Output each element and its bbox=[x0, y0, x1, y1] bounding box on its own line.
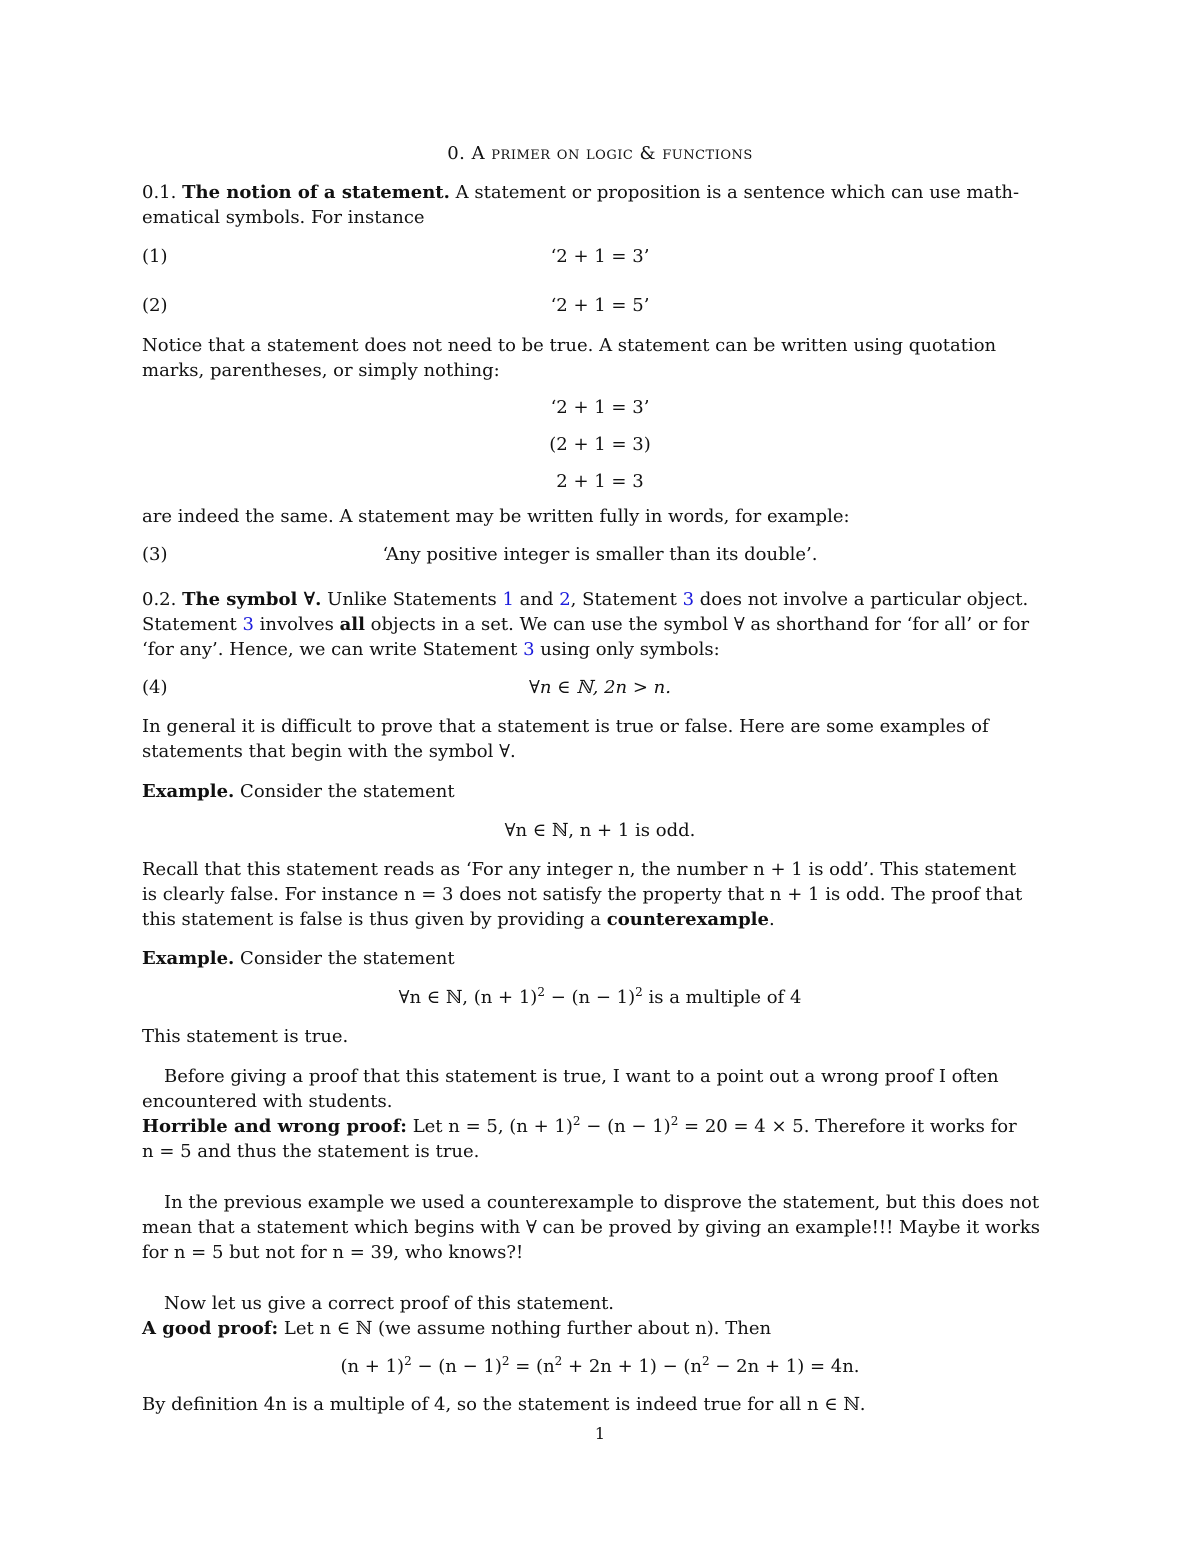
counterexample-term: counterexample bbox=[606, 909, 769, 930]
math-run: (n + 1) bbox=[340, 1356, 405, 1377]
superscript: 2 bbox=[554, 1354, 563, 1368]
section-0-2-line-2 bbox=[142, 612, 1058, 637]
math-run: − (n − 1) bbox=[544, 987, 636, 1008]
text-run: Statement bbox=[142, 614, 237, 635]
section-number: 0.1. bbox=[142, 182, 177, 203]
section-0-2-line-1 bbox=[142, 587, 1058, 612]
equation-2 bbox=[142, 293, 1058, 318]
equation-expression: ‘2 + 1 = 5’ bbox=[550, 295, 650, 316]
text-run: objects in a set. We can use the symbol ∀ as shorthand for ‘for all’ or for bbox=[370, 614, 1030, 635]
text-run: does not involve a particular object. bbox=[699, 589, 1029, 610]
example-label: Example. bbox=[142, 781, 235, 802]
text-run: . bbox=[768, 909, 775, 930]
text-run: Unlike Statements bbox=[327, 589, 497, 610]
intro-line-2: ematical symbols. For instance bbox=[142, 207, 425, 228]
statement-ref-link[interactable]: 2 bbox=[559, 589, 571, 610]
previous-line-2: mean that a statement which begins with ∀ can be proved by giving an example!!! Maybe it works bbox=[142, 1217, 1040, 1238]
text-run: Consider the statement bbox=[240, 781, 455, 802]
text-run: , Statement bbox=[570, 589, 677, 610]
superscript: 2 bbox=[670, 1114, 679, 1128]
horrible-proof-line-1 bbox=[142, 1114, 1058, 1139]
example-1-line-3 bbox=[142, 907, 1058, 932]
now-line: Now let us give a correct proof of this statement. bbox=[164, 1293, 615, 1314]
section-0-1-intro bbox=[142, 180, 1058, 205]
display-plain: 2 + 1 = 3 bbox=[556, 471, 644, 492]
horrible-proof-label: Horrible and wrong proof: bbox=[142, 1116, 407, 1137]
general-line-2: statements that begin with the symbol ∀. bbox=[142, 741, 516, 762]
math-run: = (n bbox=[509, 1356, 555, 1377]
text-run: ‘for any’. Hence, we can write Statement bbox=[142, 639, 518, 660]
equation-number: (2) bbox=[142, 295, 168, 316]
section-0-1 bbox=[142, 180, 1058, 567]
page-title: 0. A primer on logic & functions bbox=[447, 143, 753, 164]
text-run: Let n ∈ ℕ (we assume nothing further about n). Then bbox=[283, 1318, 772, 1339]
previous-line-3: for n = 5 but not for n = 39, who knows?! bbox=[142, 1242, 524, 1263]
superscript: 2 bbox=[501, 1354, 510, 1368]
text-run: involves bbox=[259, 614, 334, 635]
example-label: Example. bbox=[142, 948, 235, 969]
example-1-line-2: is clearly false. For instance n = 3 does not satisfy the property that n + 1 is odd. The proof that bbox=[142, 884, 1023, 905]
equation-number: (4) bbox=[142, 677, 168, 698]
section-heading: The notion of a statement. bbox=[182, 182, 450, 203]
text-run: Consider the statement bbox=[240, 948, 455, 969]
superscript: 2 bbox=[404, 1354, 412, 1368]
superscript: 2 bbox=[572, 1114, 581, 1128]
superscript: 2 bbox=[537, 985, 545, 999]
math-run: − (n − 1) bbox=[411, 1356, 502, 1377]
notice-line-1: Notice that a statement does not need to be true. A statement can be written using quotation bbox=[142, 335, 997, 356]
superscript: 2 bbox=[635, 985, 643, 999]
page-number: 1 bbox=[594, 1424, 606, 1443]
math-run: Let n = 5, (n + 1) bbox=[412, 1116, 573, 1137]
math-run: + 2n + 1) − (n bbox=[562, 1356, 703, 1377]
section-0-2-line-3 bbox=[142, 637, 1058, 662]
text-run: using only symbols: bbox=[540, 639, 720, 660]
math-run: is a multiple of 4 bbox=[642, 987, 802, 1008]
conclusion-line: By definition 4n is a multiple of 4, so the statement is indeed true for all n ∈ ℕ. bbox=[142, 1394, 866, 1415]
text-run: and bbox=[519, 589, 554, 610]
example-2-true: This statement is true. bbox=[142, 1026, 349, 1047]
statement-ref-link[interactable]: 3 bbox=[523, 639, 535, 660]
general-line-1: In general it is difficult to prove that a statement is true or false. Here are some examples of bbox=[142, 716, 989, 737]
good-proof-line bbox=[142, 1316, 1058, 1341]
text-run: this statement is false is thus given by providing a bbox=[142, 909, 602, 930]
superscript: 2 bbox=[702, 1354, 710, 1368]
display-quoted: ‘2 + 1 = 3’ bbox=[550, 397, 650, 418]
horrible-proof-line-2: n = 5 and thus the statement is true. bbox=[142, 1141, 480, 1162]
math-run: − (n − 1) bbox=[580, 1116, 671, 1137]
equation-expression: ∀n ∈ ℕ, 2n > n. bbox=[528, 677, 671, 698]
section-number: 0.2. bbox=[142, 589, 177, 610]
section-0-2 bbox=[142, 587, 1058, 764]
statement-ref-link[interactable]: 3 bbox=[682, 589, 695, 610]
same-line: are indeed the same. A statement may be written fully in words, for example: bbox=[142, 506, 850, 527]
statement-ref-link[interactable]: 1 bbox=[502, 589, 514, 610]
equation-1 bbox=[142, 244, 1058, 269]
math-run: ∀n ∈ ℕ, (n + 1) bbox=[398, 987, 538, 1008]
intro-line-1: A statement or proposition is a sentence which can use math- bbox=[455, 182, 1020, 203]
example-1 bbox=[142, 779, 1058, 932]
equation-3 bbox=[142, 542, 1058, 567]
page bbox=[142, 141, 1058, 1417]
before-line-1: Before giving a proof that this statement is true, I want to a point out a wrong proof I often bbox=[164, 1066, 999, 1087]
section-heading: The symbol ∀. bbox=[182, 589, 322, 610]
equation-4 bbox=[142, 675, 1058, 700]
display-parens: (2 + 1 = 3) bbox=[549, 434, 651, 455]
good-proof-label: A good proof: bbox=[142, 1318, 279, 1339]
previous-line-1: In the previous example we used a counterexample to disprove the statement, but this does not bbox=[164, 1192, 1040, 1213]
good-proof-display bbox=[142, 1354, 1058, 1379]
notice-line-2: marks, parentheses, or simply nothing: bbox=[142, 360, 500, 381]
equation-number: (3) bbox=[142, 544, 168, 565]
equation-expression: ‘2 + 1 = 3’ bbox=[550, 246, 650, 267]
equation-number: (1) bbox=[142, 246, 168, 267]
math-run: − 2n + 1) = 4n. bbox=[709, 1356, 860, 1377]
example-1-line-1: Recall that this statement reads as ‘For any integer n, the number n + 1 is odd’. This statement bbox=[142, 859, 1017, 880]
emphasis-all: all bbox=[339, 614, 365, 635]
example-1-display: ∀n ∈ ℕ, n + 1 is odd. bbox=[504, 820, 696, 841]
equation-expression: ‘Any positive integer is smaller than its double’. bbox=[382, 544, 818, 565]
example-2-intro bbox=[142, 946, 1058, 971]
statement-ref-link[interactable]: 3 bbox=[242, 614, 254, 635]
before-line-2: encountered with students. bbox=[142, 1091, 393, 1112]
example-2-display bbox=[142, 985, 1058, 1010]
example-1-intro bbox=[142, 779, 1058, 804]
math-run: = 20 = 4 × 5. Therefore it works for bbox=[678, 1116, 1017, 1137]
example-2 bbox=[142, 946, 1058, 1049]
